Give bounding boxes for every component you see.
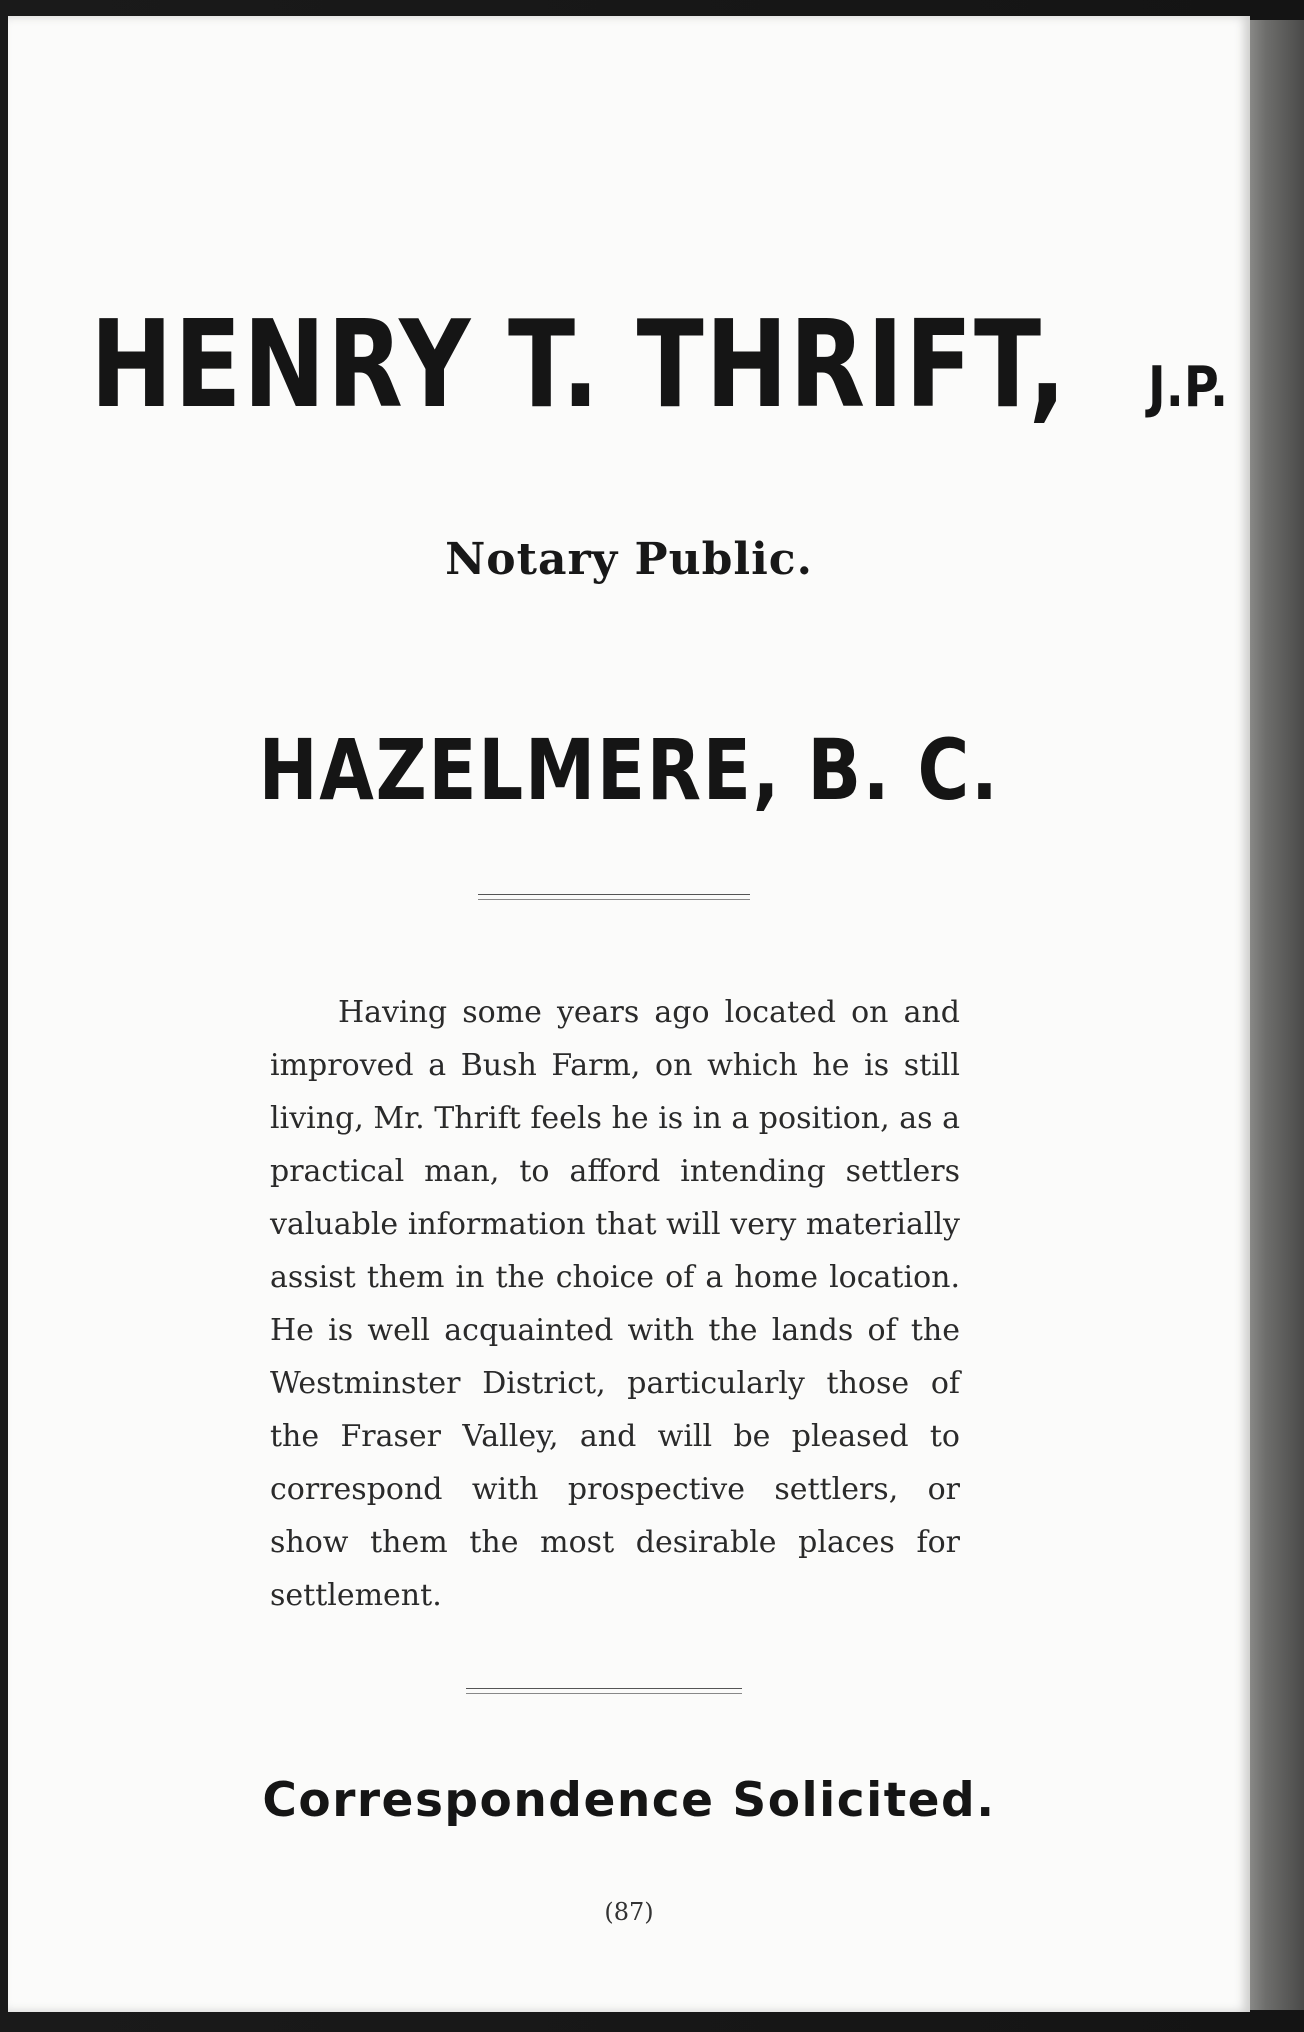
subtitle: Notary Public. [445,534,813,585]
heading-suffix: J.P. [1147,355,1228,420]
divider-top [478,894,750,895]
divider-bottom [466,1688,742,1689]
body-paragraph: Having some years ago located on and improved a Bush Farm, on which he is still living, Mr. Thrift feels he is in a position, as a practical man, to afford intending settlers valuable information that will very materially assist them in the choice of a home location. He is well acquainted with the lands of the Westminster District, particularly those of the Fraser Valley, and will be pleased to correspond with prospective settlers, or show them the most desirable places for settlement. [270,995,960,1613]
location-text: HAZELMERE, B. C. [258,721,1000,819]
closing-line: Correspondence Solicited. [262,1773,996,1828]
heading-name: HENRY T. THRIFT, [90,296,1068,435]
document-page [8,16,1250,2012]
location-heading [8,721,1250,819]
page-number: (87) [604,1898,654,1926]
page-heading [8,296,1250,435]
